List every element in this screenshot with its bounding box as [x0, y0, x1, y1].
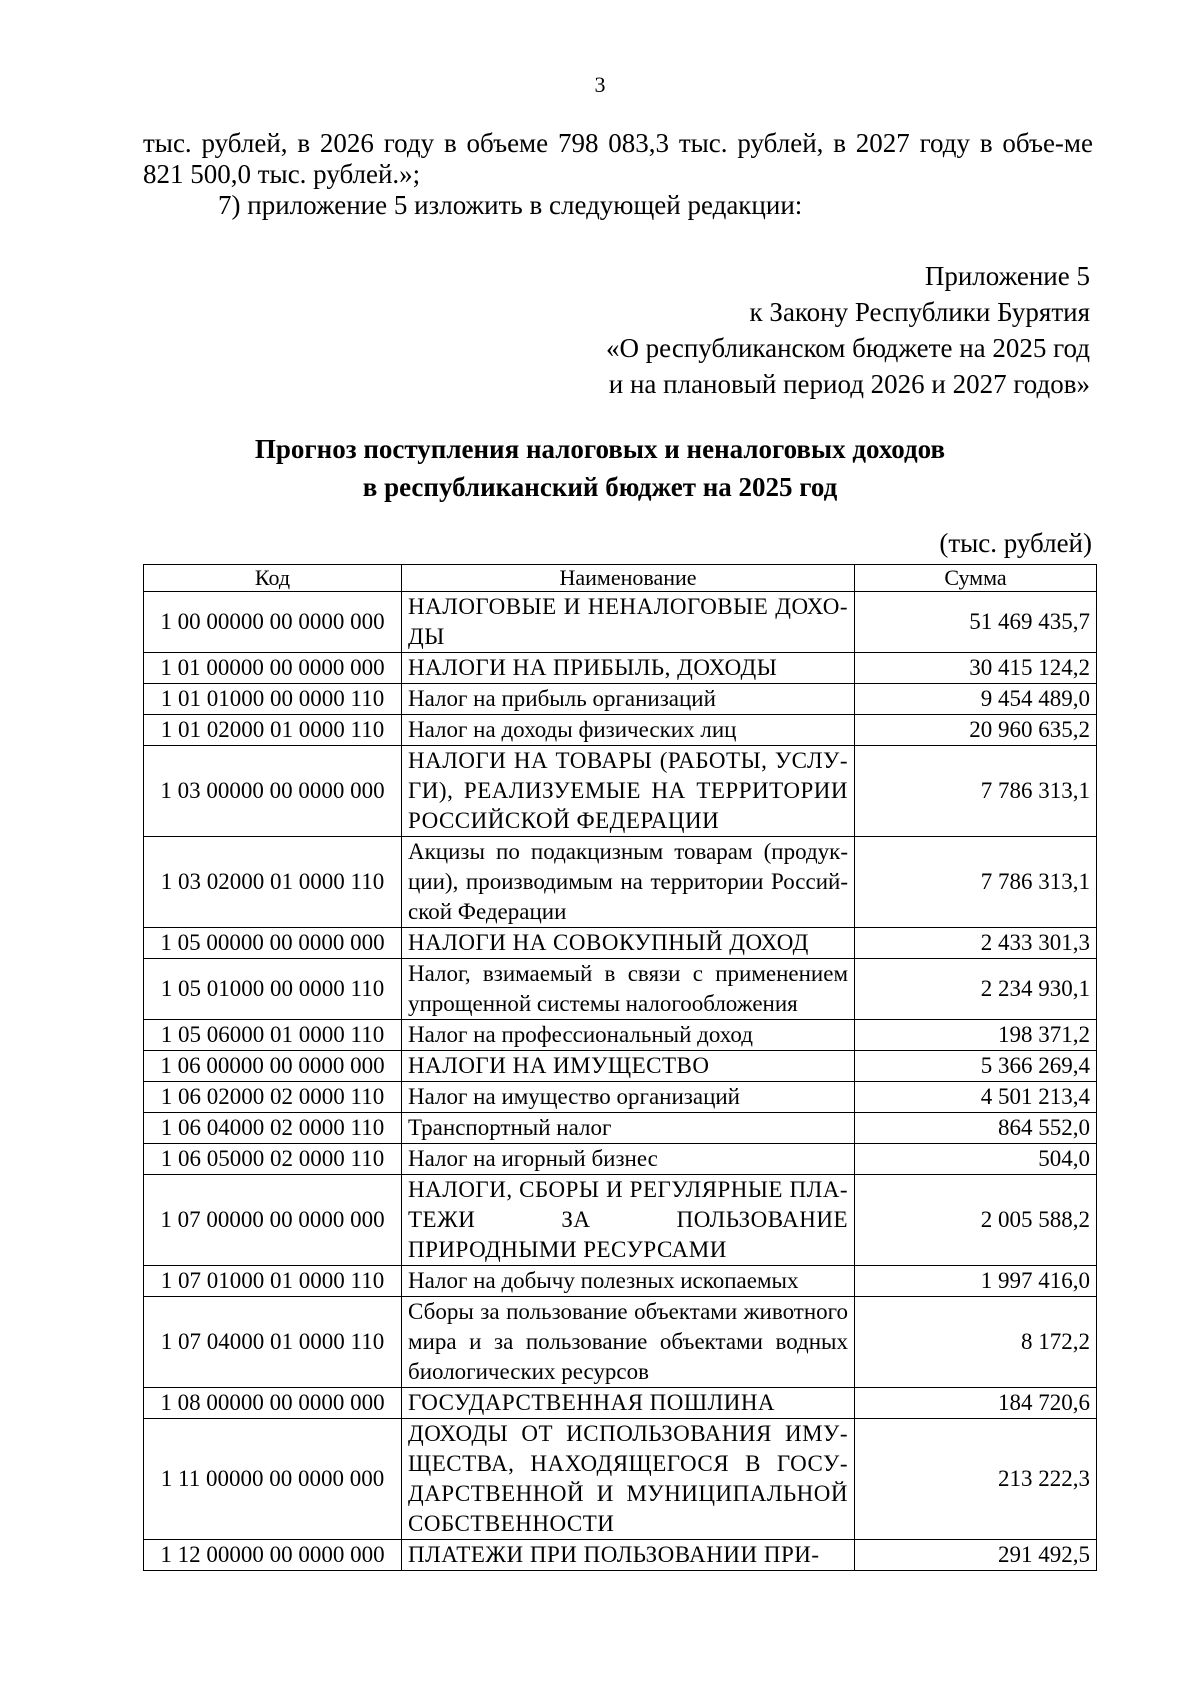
- row-amount: 7 786 313,1: [855, 746, 1097, 837]
- table-row: [144, 653, 1097, 684]
- appendix-line-4: и на плановый период 2026 и 2027 годов»: [608, 369, 1090, 399]
- row-code: 1 01 00000 00 0000 000: [144, 653, 402, 684]
- table-row: [144, 1175, 1097, 1266]
- row-amount: 1 997 416,0: [855, 1266, 1097, 1297]
- row-amount: 4 501 213,4: [855, 1082, 1097, 1113]
- row-amount: 20 960 635,2: [855, 715, 1097, 746]
- title-line-2: в республиканский бюджет на 2025 год: [362, 472, 838, 502]
- row-name: Акцизы по подакцизным товарам (продук-ции), производимым на территории Россий-ской Федерации: [402, 837, 855, 928]
- row-name: Сборы за пользование объектами животного мира и за пользование объектами водных биологических ресурсов: [402, 1297, 855, 1388]
- page-number: 3: [594, 72, 606, 97]
- row-name: НАЛОГИ НА ПРИБЫЛЬ, ДОХОДЫ: [402, 653, 855, 684]
- row-name: НАЛОГИ НА ИМУЩЕСТВО: [402, 1051, 855, 1082]
- intro-text: [143, 128, 1093, 221]
- row-code: 1 08 00000 00 0000 000: [144, 1388, 402, 1419]
- row-name: НАЛОГИ НА СОВОКУПНЫЙ ДОХОД: [402, 928, 855, 959]
- row-code: 1 03 00000 00 0000 000: [144, 746, 402, 837]
- table-row: [144, 715, 1097, 746]
- row-code: 1 06 05000 02 0000 110: [144, 1144, 402, 1175]
- row-name: Налог на доходы физических лиц: [402, 715, 855, 746]
- units-label: (тыс. рублей): [939, 528, 1092, 558]
- row-amount: 51 469 435,7: [855, 592, 1097, 653]
- table-row: [144, 928, 1097, 959]
- row-code: 1 11 00000 00 0000 000: [144, 1419, 402, 1540]
- row-code: 1 01 02000 01 0000 110: [144, 715, 402, 746]
- row-code: 1 03 02000 01 0000 110: [144, 837, 402, 928]
- row-name: Налог, взимаемый в связи с применением упрощенной системы налогообложения: [402, 959, 855, 1020]
- table-row: [144, 1144, 1097, 1175]
- row-amount: 7 786 313,1: [855, 837, 1097, 928]
- table-row: [144, 1051, 1097, 1082]
- revenue-table: [143, 564, 1097, 1571]
- row-name: ДОХОДЫ ОТ ИСПОЛЬЗОВАНИЯ ИМУ-ЩЕСТВА, НАХОДЯЩЕГОСЯ В ГОСУ-ДАРСТВЕННОЙ И МУНИЦИПАЛЬНОЙ СОБСТВЕННОСТИ: [402, 1419, 855, 1540]
- row-code: 1 00 00000 00 0000 000: [144, 592, 402, 653]
- table-row: [144, 837, 1097, 928]
- table-row: [144, 1020, 1097, 1051]
- appendix-line-1: Приложение 5: [924, 261, 1090, 291]
- row-amount: 291 492,5: [855, 1540, 1097, 1571]
- row-name: Налог на имущество организаций: [402, 1082, 855, 1113]
- row-code: 1 05 01000 00 0000 110: [144, 959, 402, 1020]
- row-amount: 504,0: [855, 1144, 1097, 1175]
- row-code: 1 07 04000 01 0000 110: [144, 1297, 402, 1388]
- row-name: ГОСУДАРСТВЕННАЯ ПОШЛИНА: [402, 1388, 855, 1419]
- row-code: 1 06 04000 02 0000 110: [144, 1113, 402, 1144]
- table-row: [144, 684, 1097, 715]
- row-code: 1 06 02000 02 0000 110: [144, 1082, 402, 1113]
- appendix-line-2: к Закону Республики Бурятия: [749, 297, 1090, 327]
- row-amount: 9 454 489,0: [855, 684, 1097, 715]
- title-line-1: Прогноз поступления налоговых и неналоговых доходов: [254, 434, 946, 464]
- header-name: Наименование: [402, 565, 855, 592]
- row-amount: 2 433 301,3: [855, 928, 1097, 959]
- row-code: 1 07 01000 01 0000 110: [144, 1266, 402, 1297]
- row-code: 1 12 00000 00 0000 000: [144, 1540, 402, 1571]
- row-name: НАЛОГОВЫЕ И НЕНАЛОГОВЫЕ ДОХО-ДЫ: [402, 592, 855, 653]
- table-row: [144, 1113, 1097, 1144]
- table-row: [144, 1297, 1097, 1388]
- row-amount: 213 222,3: [855, 1419, 1097, 1540]
- table-row: [144, 959, 1097, 1020]
- row-name: Налог на прибыль организаций: [402, 684, 855, 715]
- table-row: [144, 1388, 1097, 1419]
- row-name: НАЛОГИ, СБОРЫ И РЕГУЛЯРНЫЕ ПЛА-ТЕЖИ ЗА ПОЛЬЗОВАНИЕ ПРИРОДНЫМИ РЕСУРСАМИ: [402, 1175, 855, 1266]
- row-code: 1 07 00000 00 0000 000: [144, 1175, 402, 1266]
- row-name: Транспортный налог: [402, 1113, 855, 1144]
- row-amount: 2 234 930,1: [855, 959, 1097, 1020]
- header-amount: Сумма: [855, 565, 1097, 592]
- row-amount: 198 371,2: [855, 1020, 1097, 1051]
- row-code: 1 01 01000 00 0000 110: [144, 684, 402, 715]
- intro-continuation: тыс. рублей, в 2026 году в объеме 798 083,3 тыс. рублей, в 2027 году в объе-ме 821 500,0 тыс. рублей.»;: [143, 128, 1093, 189]
- document-title: [0, 430, 1200, 506]
- row-amount: 5 366 269,4: [855, 1051, 1097, 1082]
- row-name: НАЛОГИ НА ТОВАРЫ (РАБОТЫ, УСЛУ-ГИ), РЕАЛИЗУЕМЫЕ НА ТЕРРИТОРИИ РОССИЙСКОЙ ФЕДЕРАЦИИ: [402, 746, 855, 837]
- appendix-line-3: «О республиканском бюджете на 2025 год: [605, 333, 1090, 363]
- row-amount: 184 720,6: [855, 1388, 1097, 1419]
- row-amount: 8 172,2: [855, 1297, 1097, 1388]
- row-name: Налог на игорный бизнес: [402, 1144, 855, 1175]
- table-header-row: [144, 565, 1097, 592]
- table-row: [144, 1082, 1097, 1113]
- table-row: [144, 1540, 1097, 1571]
- row-amount: 864 552,0: [855, 1113, 1097, 1144]
- row-code: 1 05 06000 01 0000 110: [144, 1020, 402, 1051]
- table-row: [144, 1266, 1097, 1297]
- intro-item: 7) приложение 5 изложить в следующей редакции:: [218, 190, 803, 220]
- row-name: Налог на добычу полезных ископаемых: [402, 1266, 855, 1297]
- table-row: [144, 592, 1097, 653]
- table-row: [144, 746, 1097, 837]
- header-code: Код: [144, 565, 402, 592]
- row-code: 1 06 00000 00 0000 000: [144, 1051, 402, 1082]
- row-amount: 30 415 124,2: [855, 653, 1097, 684]
- row-name: Налог на профессиональный доход: [402, 1020, 855, 1051]
- row-amount: 2 005 588,2: [855, 1175, 1097, 1266]
- appendix-header: [390, 258, 1090, 402]
- table-row: [144, 1419, 1097, 1540]
- row-code: 1 05 00000 00 0000 000: [144, 928, 402, 959]
- row-name: ПЛАТЕЖИ ПРИ ПОЛЬЗОВАНИИ ПРИ-: [402, 1540, 855, 1571]
